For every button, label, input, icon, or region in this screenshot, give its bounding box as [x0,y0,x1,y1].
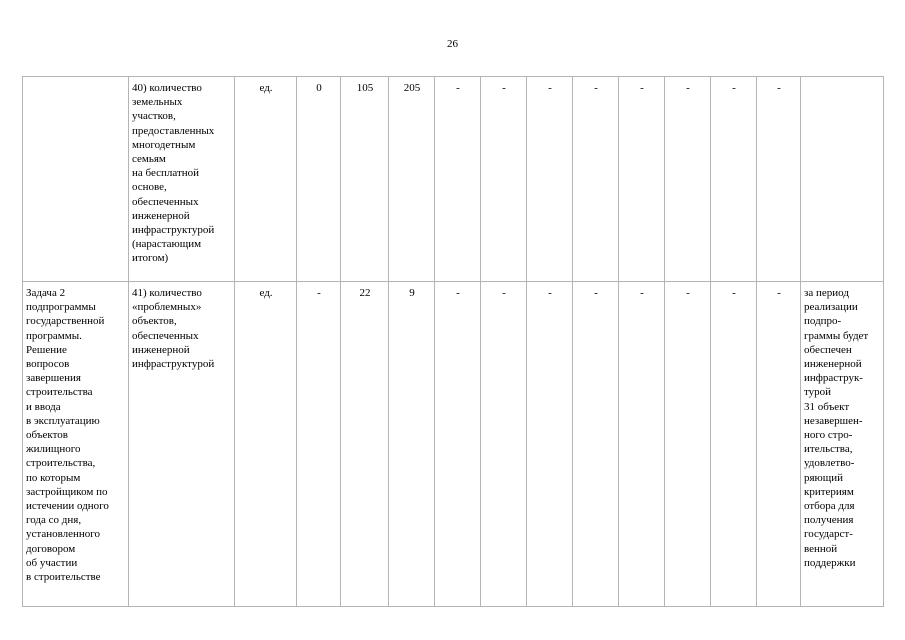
value-cell: - [757,282,801,607]
indicator-cell [129,77,235,282]
unit-cell: ед. [235,77,297,282]
indicator-cell [129,282,235,607]
value-cell: - [711,282,757,607]
value-cell: - [573,282,619,607]
value-cell: - [757,77,801,282]
result-text: за период реализации подпро- граммы будет обеспечен инженерной инфраструк- турой 31 объект незавершен- ного стро- ительства, удовлетво- ряющий критериям отбора для получения государст- венной поддержки [804,287,869,569]
result-cell [801,77,884,282]
value-cell: 0 [297,77,341,282]
value-cell: - [665,282,711,607]
value-cell: - [665,77,711,282]
result-cell [801,282,884,607]
value-cell: 22 [341,282,389,607]
value-cell: 9 [389,282,435,607]
value-cell: - [435,282,481,607]
task-cell [23,77,129,282]
value-cell: - [711,77,757,282]
value-cell: - [481,77,527,282]
indicator-text: 40) количество земельных участков, предоставленных многодетным семьям на бесплатной основе, обеспеченных инженерной инфраструктурой (нарастающим итогом) [132,82,215,265]
value-cell: - [481,282,527,607]
task-text: Задача 2 подпрограммы государственной программы. Решение вопросов завершения строительства и ввода в эксплуатацию объектов жилищного строительства, по которым застройщиком по истечении одного года со дня, установленного договором об участии в строительстве [26,287,109,584]
value-cell: - [619,282,665,607]
value-cell: - [297,282,341,607]
table-row [23,282,884,607]
indicators-table [22,76,884,607]
value-cell: - [573,77,619,282]
page-number: 26 [447,38,458,50]
unit-cell: ед. [235,282,297,607]
value-cell: - [527,282,573,607]
value-cell: 205 [389,77,435,282]
value-cell: 105 [341,77,389,282]
task-cell [23,282,129,607]
indicator-text: 41) количество «проблемных» объектов, обеспеченных инженерной инфраструктурой [132,287,215,371]
value-cell: - [619,77,665,282]
table-row [23,77,884,282]
value-cell: - [527,77,573,282]
value-cell: - [435,77,481,282]
